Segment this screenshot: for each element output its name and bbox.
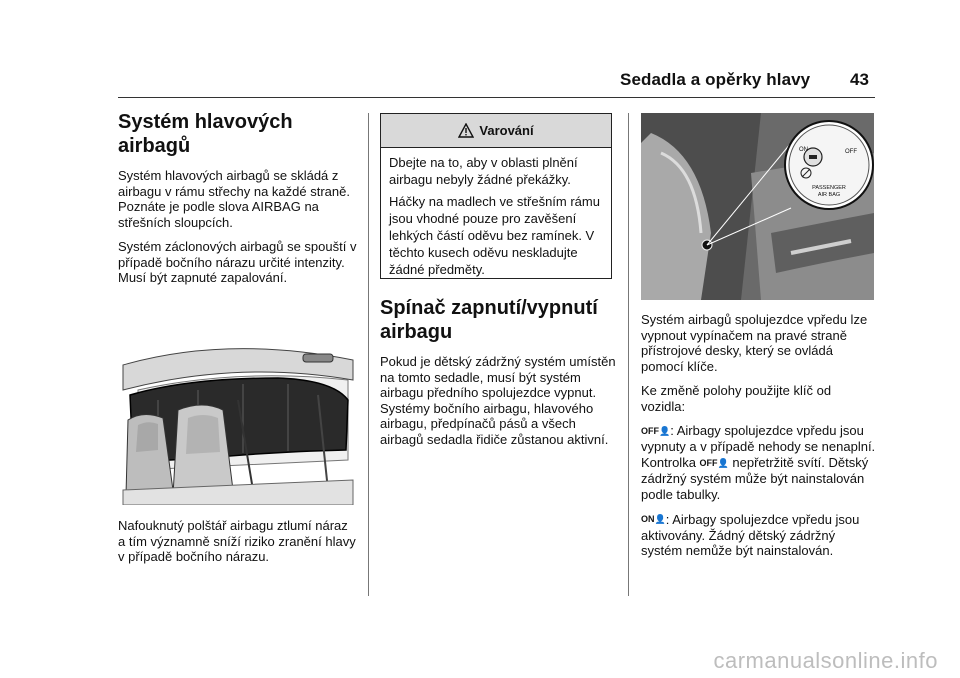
header-rule xyxy=(118,97,875,98)
paragraph-switch-on xyxy=(641,512,876,559)
paragraph-switch-1: Systém airbagů spolujezdce vpředu lze vypnout vypínačem na pravé straně přístrojové desky, který se ovládá pomocí klíče. xyxy=(641,312,868,374)
paragraph-switch-off-text-b: nepřetržitě svítí. Dětský zádržný systém může být nainstalován podle tabulky. xyxy=(641,455,869,502)
airbag-off-indicator-icon: OFF👤 xyxy=(699,458,729,468)
paragraph-switch-2: Ke změně polohy použijte klíč od vozidla: xyxy=(641,383,832,414)
paragraph-switch-on-text: : Airbagy spolujezdce vpředu jsou aktivovány. Žádný dětský zádržný systém nemůže být nainstalován. xyxy=(641,512,860,558)
airbag-switch-drawing xyxy=(641,113,874,300)
page-number: 43 xyxy=(850,70,869,89)
warning-triangle-icon xyxy=(458,123,474,139)
paragraph-head-airbags-2: Systém záclonových airbagů se spouští v případě bočního nárazu určité intenzity. Musí být zapnuté zapalování. xyxy=(118,239,357,285)
section-heading-airbag-switch: Spínač zapnutí/vypnutí airbagu xyxy=(380,297,598,343)
warning-box xyxy=(380,113,612,279)
watermark: carmanualsonline.info xyxy=(713,648,938,673)
column-1 xyxy=(118,110,358,286)
warning-paragraph-1: Dbejte na to, aby v oblasti plnění airbagu nebyly žádné překážky. xyxy=(389,155,578,187)
warning-header xyxy=(381,114,611,148)
switch-passenger-label: PASSENGER xyxy=(812,185,846,191)
paragraph-switch-off xyxy=(641,423,876,503)
warning-title: Varování xyxy=(479,123,534,138)
figure-caption-block xyxy=(118,518,358,565)
paragraph-switch-off-text-a: : Airbagy spolujezdce vpředu jsou vypnuty a v případě nehody se nenaplní. Kontrolka xyxy=(641,423,876,470)
switch-airbag-label: AIR BAG xyxy=(817,192,841,198)
paragraph-head-airbags-1: Systém hlavových airbagů se skládá z airbagu v rámu střechy na každé straně. Poznáte je podle slova AIRBAG na střešních sloupcích. xyxy=(118,168,350,230)
switch-off-label: OFF xyxy=(845,149,857,155)
curtain-airbag-drawing xyxy=(118,340,358,505)
curtain-airbag-illustration xyxy=(118,340,358,505)
warning-body xyxy=(381,148,611,289)
airbag-on-icon: ON👤 xyxy=(641,514,666,524)
paragraph-airbag-switch: Pokud je dětský zádržný systém umístěn na tomto sedadle, musí být systém airbagu předního spolujezdce vypnut. Systémy bočního airbagu, hlavového airbagu, předpínačů pásů a všech airbagů sedadla řidiče zůstanou aktivní. xyxy=(380,354,616,447)
section-heading-head-airbags: Systém hlavových airbagů xyxy=(118,111,293,157)
column-divider-2 xyxy=(628,113,629,596)
column-2 xyxy=(380,296,620,447)
warning-paragraph-2: Háčky na madlech ve střešním rámu jsou vhodné pouze pro zavěšení lehkých částí oděvu bez ramínek. V těchto kusech oděvu neskladujte žádné předměty. xyxy=(389,194,600,277)
airbag-on-icon-label: ON xyxy=(641,514,655,524)
airbag-off-icon-label: OFF xyxy=(641,426,659,436)
column-3 xyxy=(641,312,876,559)
airbag-off-icon: OFF👤 xyxy=(641,426,671,436)
figure-caption-curtain-airbag: Nafouknutý polštář airbagu ztlumí náraz a tím významně sníží riziko zranění hlavy v případě bočního nárazu. xyxy=(118,518,356,564)
airbag-switch-photo xyxy=(641,113,874,300)
switch-on-label: ON xyxy=(799,147,808,153)
running-header-title: Sedadla a opěrky hlavy xyxy=(620,70,811,89)
column-divider-1 xyxy=(368,113,369,596)
airbag-off-indicator-icon-label: OFF xyxy=(699,458,718,468)
